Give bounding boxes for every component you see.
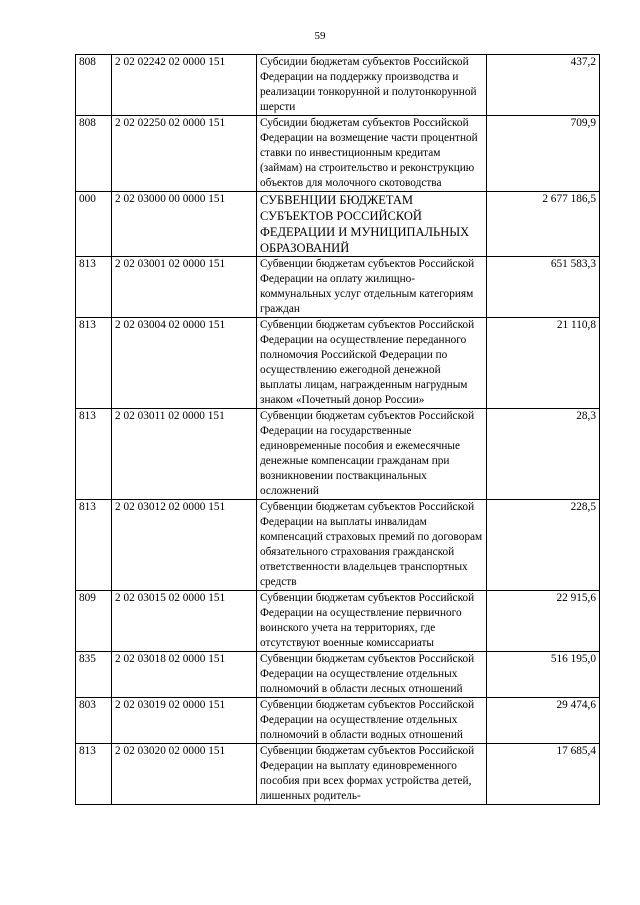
admin-code-cell: 813 — [76, 318, 112, 409]
amount-cell: 651 583,3 — [487, 257, 600, 318]
budget-code-cell: 2 02 03001 02 0000 151 — [112, 257, 257, 318]
budget-code-cell: 2 02 03018 02 0000 151 — [112, 652, 257, 698]
admin-code-cell: 809 — [76, 591, 112, 652]
table-row — [76, 591, 600, 652]
revenue-name-cell: Субвенции бюджетам субъектов Российской Федерации на осуществление отдельных полномочий в области водных отношений — [257, 698, 487, 744]
amount-cell: 2 677 186,5 — [487, 192, 600, 257]
page-number: 59 — [314, 30, 326, 42]
table-row — [76, 698, 600, 744]
admin-code-cell: 835 — [76, 652, 112, 698]
budget-code-cell: 2 02 02242 02 0000 151 — [112, 55, 257, 116]
revenue-name-cell: Субвенции бюджетам субъектов Российской Федерации на выплаты инвалидам компенсаций страховых премий по договорам обязательного страхования гражданской ответственности владельцев транспортных средств — [257, 500, 487, 591]
amount-cell: 516 195,0 — [487, 652, 600, 698]
admin-code-cell: 808 — [76, 55, 112, 116]
budget-code-cell: 2 02 03020 02 0000 151 — [112, 744, 257, 805]
amount-cell: 28,3 — [487, 409, 600, 500]
amount-cell: 228,5 — [487, 500, 600, 591]
admin-code-cell: 813 — [76, 500, 112, 591]
revenue-name-cell: Субсидии бюджетам субъектов Российской Федерации на возмещение части процентной ставки по инвестиционным кредитам (займам) на строительство и реконструкцию объектов для молочного скотоводства — [257, 116, 487, 192]
amount-cell: 22 915,6 — [487, 591, 600, 652]
revenue-name-cell: СУБВЕНЦИИ БЮДЖЕТАМ СУБЪЕКТОВ РОССИЙСКОЙ ФЕДЕРАЦИИ И МУНИЦИПАЛЬНЫХ ОБРАЗОВАНИЙ — [257, 192, 487, 257]
budget-code-cell: 2 02 03000 00 0000 151 — [112, 192, 257, 257]
budget-code-cell: 2 02 03004 02 0000 151 — [112, 318, 257, 409]
admin-code-cell: 808 — [76, 116, 112, 192]
table-row — [76, 652, 600, 698]
amount-cell: 21 110,8 — [487, 318, 600, 409]
budget-revenue-table — [75, 54, 600, 805]
amount-cell: 17 685,4 — [487, 744, 600, 805]
revenue-name-cell: Субвенции бюджетам субъектов Российской Федерации на оплату жилищно-коммунальных услуг отдельным категориям граждан — [257, 257, 487, 318]
amount-cell: 709,9 — [487, 116, 600, 192]
table-row — [76, 500, 600, 591]
revenue-name-cell: Субсидии бюджетам субъектов Российской Федерации на поддержку производства и реализации тонкорунной и полутонкорунной шерсти — [257, 55, 487, 116]
budget-code-cell: 2 02 03011 02 0000 151 — [112, 409, 257, 500]
admin-code-cell: 803 — [76, 698, 112, 744]
revenue-name-cell: Субвенции бюджетам субъектов Российской Федерации на государственные единовременные пособия и ежемесячные денежные компенсации гражданам при возникновении поствакцинальных осложнений — [257, 409, 487, 500]
table-row — [76, 116, 600, 192]
table-row — [76, 318, 600, 409]
table-row — [76, 257, 600, 318]
revenue-name-cell: Субвенции бюджетам субъектов Российской Федерации на осуществление переданного полномочия Российской Федерации по осуществлению ежегодной денежной выплаты лицам, награжденным нагрудным знаком «Почетный донор России» — [257, 318, 487, 409]
revenue-name-cell: Субвенции бюджетам субъектов Российской Федерации на осуществление отдельных полномочий в области лесных отношений — [257, 652, 487, 698]
table-row — [76, 744, 600, 805]
table-body — [76, 55, 600, 805]
admin-code-cell: 813 — [76, 409, 112, 500]
amount-cell: 29 474,6 — [487, 698, 600, 744]
admin-code-cell: 813 — [76, 257, 112, 318]
revenue-name-cell: Субвенции бюджетам субъектов Российской Федерации на выплату единовременного пособия при всех формах устройства детей, лишенных родитель- — [257, 744, 487, 805]
admin-code-cell: 813 — [76, 744, 112, 805]
table-row — [76, 409, 600, 500]
admin-code-cell: 000 — [76, 192, 112, 257]
table-row — [76, 55, 600, 116]
budget-code-cell: 2 02 03015 02 0000 151 — [112, 591, 257, 652]
table-row — [76, 192, 600, 257]
budget-code-cell: 2 02 03012 02 0000 151 — [112, 500, 257, 591]
budget-code-cell: 2 02 03019 02 0000 151 — [112, 698, 257, 744]
amount-cell: 437,2 — [487, 55, 600, 116]
budget-code-cell: 2 02 02250 02 0000 151 — [112, 116, 257, 192]
revenue-name-cell: Субвенции бюджетам субъектов Российской Федерации на осуществление первичного воинского учета на территориях, где отсутствуют военные комиссариаты — [257, 591, 487, 652]
